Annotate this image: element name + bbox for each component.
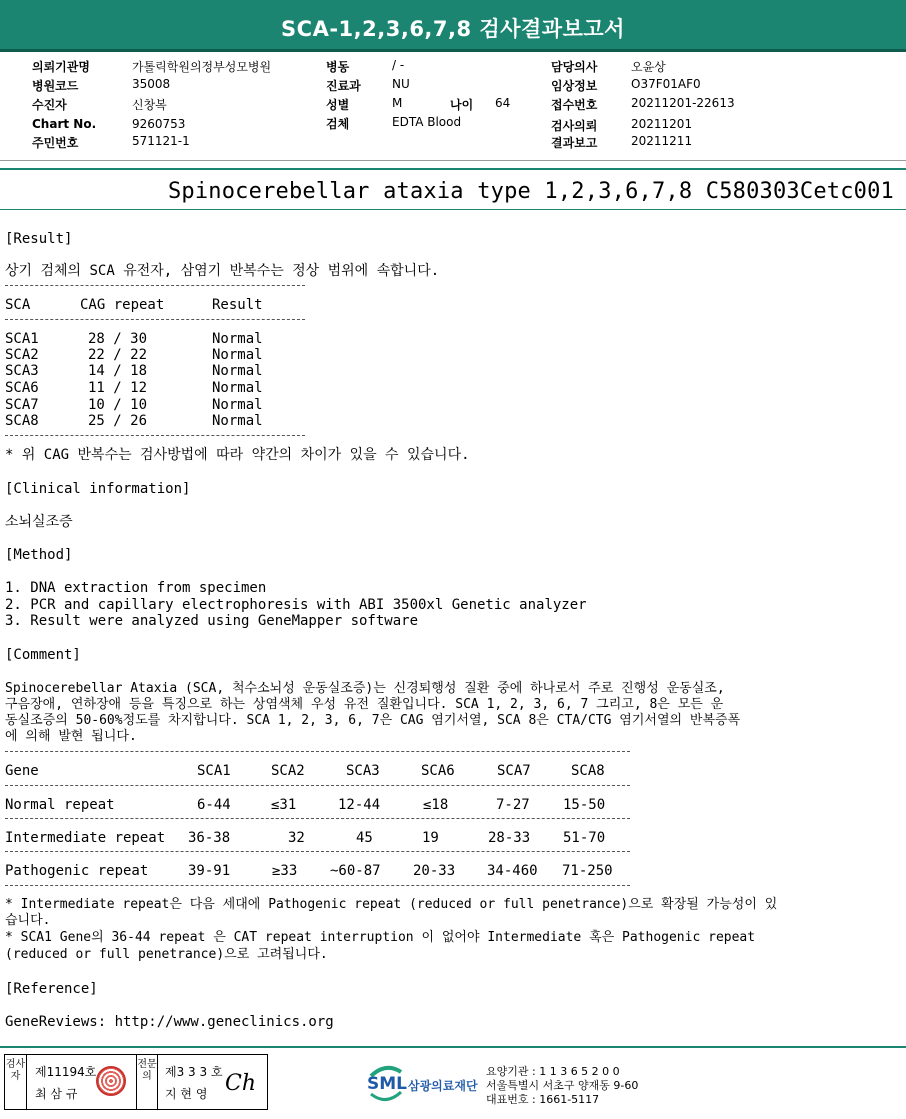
table1-cell: Normal (212, 363, 263, 379)
note-line: (reduced or full penetrance)으로 고려됩니다. (5, 947, 328, 962)
divider (0, 168, 906, 170)
table-divider (5, 885, 630, 886)
table2-cell: 32 (288, 830, 305, 846)
info-label: 담당의사 (551, 60, 598, 74)
test-title: Spinocerebellar ataxia type 1,2,3,6,7,8 C580303Cetc001 (167, 179, 894, 204)
comment-line: Spinocerebellar Ataxia (SCA, 척수소뇌성 운동실조증)는 신경퇴행성 질환 중에 하나로서 주로 진행성 운동실조, (5, 681, 725, 696)
info-label: 임상정보 (551, 79, 598, 93)
info-label: 접수번호 (551, 98, 598, 112)
table1-cell: SCA3 (5, 363, 39, 379)
method-line: 1. DNA extraction from specimen (5, 580, 267, 596)
table1-cell: Normal (212, 347, 263, 363)
info-label: 병원코드 (32, 79, 79, 93)
specialist-name: 지 현 영 (165, 1087, 208, 1101)
comment-line: 구음장애, 연하장애 등을 특징으로 하는 상염색체 우성 유전 질환입니다. SCA 1, 2, 3, 6, 7 그리고, 8은 모든 운 (5, 697, 724, 712)
table2-cell: Intermediate repeat (5, 830, 166, 846)
table2-cell: 12-44 (338, 797, 381, 813)
table2-cell: 7-27 (496, 797, 530, 813)
note-line: * SCA1 Gene의 36-44 repeat 은 CAT repeat interruption 이 없어야 Intermediate 혹은 Pathogenic repeat (5, 930, 756, 945)
table-divider (5, 285, 305, 286)
lab-info-line: 요양기관 : 1 1 3 6 5 2 0 0 (486, 1065, 620, 1078)
reference-text: GeneReviews: http://www.geneclinics.org (5, 1014, 334, 1030)
info-label: 의뢰기관명 (32, 60, 90, 74)
table2-cell: Normal repeat (5, 797, 115, 813)
info-value: 20211211 (631, 134, 693, 148)
info-value: / - (392, 58, 405, 72)
method-line: 2. PCR and capillary electrophoresis with ABI 3500xl Genetic analyzer (5, 597, 587, 613)
clinical-text: 소뇌실조증 (5, 514, 73, 530)
info-value: 571121-1 (132, 134, 190, 148)
table1-cell: SCA7 (5, 397, 39, 413)
inspector-name: 최 삼 규 (35, 1087, 78, 1101)
info-label: 결과보고 (551, 136, 598, 150)
table1-header-result: Result (212, 297, 263, 313)
table1-cell: SCA2 (5, 347, 39, 363)
comment-line: 동실조증의 50-60%정도를 차지합니다. SCA 1, 2, 3, 6, 7은 CAG 염기서열, SCA 8은 CTA/CTG 염기서열의 반복증폭 (5, 713, 741, 728)
table1-header-sca: SCA (5, 297, 31, 313)
specialist-license: 제3 3 3 호 (165, 1065, 223, 1079)
info-label: 수진자 (32, 98, 67, 112)
inspector-license: 제11194호 (35, 1065, 97, 1079)
inspector-seal-icon (96, 1066, 126, 1096)
table2-cell: 39-91 (188, 863, 231, 879)
divider (0, 160, 906, 161)
info-label: 성별 (326, 98, 350, 112)
method-line: 3. Result were analyzed using GeneMapper software (5, 613, 419, 629)
table2-cell: 45 (356, 830, 373, 846)
lab-info-line: 대표번호 : 1661-5117 (486, 1093, 600, 1106)
table2-cell: 71-250 (562, 863, 613, 879)
clinical-heading: [Clinical information] (5, 481, 191, 497)
table2-cell: 34-460 (487, 863, 538, 879)
info-value: O37F01AF0 (631, 77, 701, 91)
lab-info-line: 서울특별시 서초구 양재동 9-60 (486, 1079, 639, 1092)
table2-cell: 6-44 (197, 797, 231, 813)
info-label: 나이 (450, 98, 474, 112)
reference-heading: [Reference] (5, 981, 98, 997)
table1-cell: SCA6 (5, 380, 39, 396)
info-value: EDTA Blood (392, 115, 462, 129)
table2-cell: 15-50 (563, 797, 606, 813)
table-divider (5, 851, 630, 852)
table2-cell: ≥33 (272, 863, 298, 879)
report-title-bar (0, 0, 906, 52)
info-value: 9260753 (132, 117, 186, 131)
org-name: 삼광의료재단 (408, 1079, 478, 1093)
footer-divider (0, 1046, 906, 1048)
table2-cell: Pathogenic repeat (5, 863, 149, 879)
table1-note: * 위 CAG 반복수는 검사방법에 따라 약간의 차이가 있을 수 있습니다. (5, 447, 470, 463)
table1-cell: 10 / 10 (88, 397, 148, 413)
info-label: 진료과 (326, 79, 361, 93)
table1-cell: 14 / 18 (88, 363, 148, 379)
info-value: 신창복 (132, 98, 167, 112)
divider (0, 209, 906, 210)
table2-header-cell: SCA3 (346, 763, 380, 779)
table2-header-cell: SCA2 (271, 763, 305, 779)
table2-cell: 36-38 (188, 830, 231, 846)
table2-header-cell: SCA7 (497, 763, 531, 779)
result-summary: 상기 검체의 SCA 유전자, 삼염기 반복수는 정상 범위에 속합니다. (5, 263, 440, 279)
info-value: 20211201-22613 (631, 96, 735, 110)
table1-header-cag: CAG repeat (80, 297, 165, 313)
info-value: 오윤상 (631, 60, 666, 74)
table2-header-cell: SCA6 (421, 763, 455, 779)
info-label: Chart No. (32, 117, 97, 131)
info-value: NU (392, 77, 410, 91)
table1-cell: Normal (212, 397, 263, 413)
info-value: M (392, 96, 403, 110)
sml-logo-text: SML (367, 1074, 407, 1094)
table-divider (5, 319, 305, 320)
inspector-label: 검사자 (5, 1055, 27, 1109)
info-label: 주민번호 (32, 136, 79, 150)
specialist-label: 전문의 (136, 1055, 158, 1109)
info-label: 병동 (326, 60, 350, 74)
table1-cell: Normal (212, 413, 263, 429)
signature-box (4, 1054, 268, 1110)
table1-cell: 11 / 12 (88, 380, 148, 396)
note-line: 습니다. (5, 913, 51, 928)
table1-cell: SCA8 (5, 413, 39, 429)
table1-cell: 28 / 30 (88, 331, 148, 347)
table2-cell: 28-33 (488, 830, 531, 846)
comment-heading: [Comment] (5, 647, 81, 663)
info-value: 가톨릭학원의정부성모병원 (132, 60, 272, 74)
info-value: 64 (495, 96, 511, 110)
table-divider (5, 818, 630, 819)
table-divider (5, 785, 630, 786)
table2-cell: 19 (422, 830, 439, 846)
result-heading: [Result] (5, 231, 73, 247)
table2-cell: ≤18 (423, 797, 449, 813)
table2-header-cell: SCA1 (197, 763, 231, 779)
table1-cell: 25 / 26 (88, 413, 148, 429)
specialist-signature: Ch (225, 1071, 257, 1096)
info-value: 20211201 (631, 117, 693, 131)
method-heading: [Method] (5, 547, 73, 563)
table2-cell: ~60-87 (330, 863, 381, 879)
note-line: * Intermediate repeat은 다음 세대에 Pathogenic repeat (reduced or full penetrance)으로 확장될 가능성이 있 (5, 897, 778, 912)
table1-cell: 22 / 22 (88, 347, 148, 363)
comment-line: 에 의해 발현 됩니다. (5, 729, 137, 744)
table1-cell: Normal (212, 331, 263, 347)
table1-cell: SCA1 (5, 331, 39, 347)
table2-cell: 51-70 (563, 830, 606, 846)
info-value: 35008 (132, 77, 171, 91)
table-divider (5, 751, 630, 752)
info-label: 검사의뢰 (551, 119, 598, 133)
info-label: 검체 (326, 117, 350, 131)
table2-header-cell: SCA8 (571, 763, 605, 779)
table2-cell: ≤31 (271, 797, 297, 813)
table2-header-cell: Gene (5, 763, 39, 779)
report-title: SCA-1,2,3,6,7,8 검사결과보고서 (281, 17, 625, 41)
table2-cell: 20-33 (413, 863, 456, 879)
table-divider (5, 435, 305, 436)
table1-cell: Normal (212, 380, 263, 396)
